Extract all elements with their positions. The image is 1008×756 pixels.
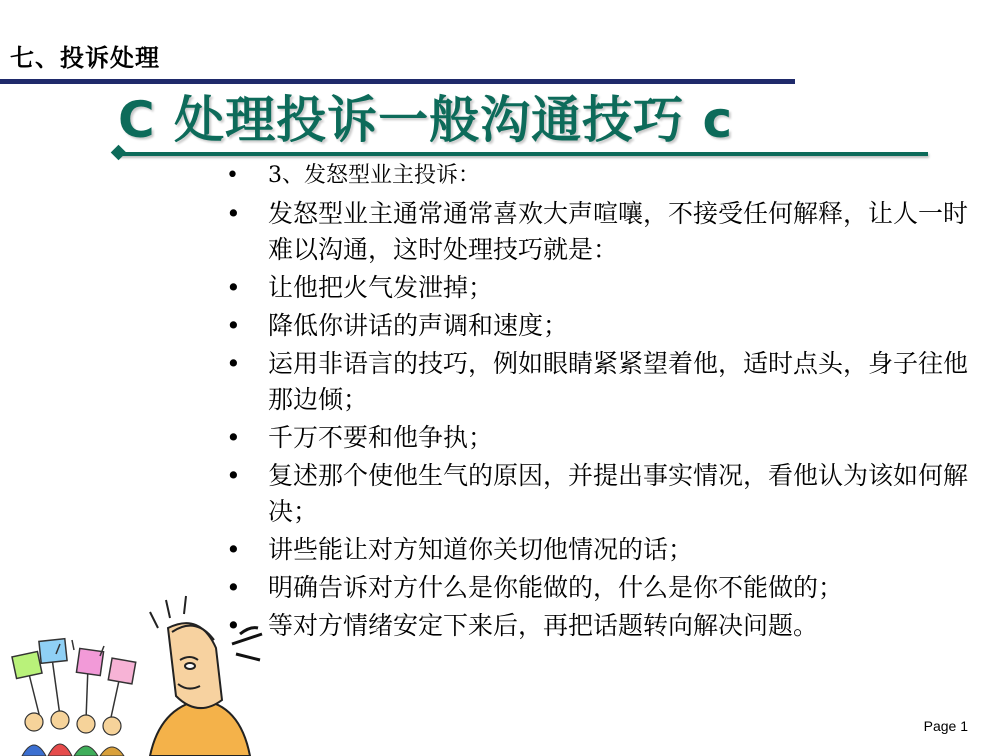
bullet-item: • 复述那个使他生气的原因，并提出事实情况，看他认为该如何解决； — [226, 458, 986, 530]
page-number: Page 1 — [923, 718, 968, 734]
bullet-dot-icon: • — [226, 423, 241, 452]
bullet-item: • 让他把火气发泄掉； — [226, 270, 986, 306]
bullet-dot-icon: • — [226, 611, 241, 640]
bullet-item: • 千万不要和他争执； — [226, 420, 986, 456]
bullet-dot-icon: • — [226, 163, 239, 188]
shouting-man-cartoon-icon — [0, 588, 270, 756]
bullet-dot-icon: • — [226, 461, 241, 490]
bullet-item: • 讲些能让对方知道你关切他情况的话； — [226, 532, 986, 568]
bullet-dot-icon: • — [226, 273, 241, 302]
bullet-dot-icon: • — [226, 311, 241, 340]
bullet-dot-icon: • — [226, 199, 241, 228]
section-heading: 七、投诉处理 — [10, 44, 160, 72]
bullet-dot-icon: • — [226, 349, 241, 378]
title-underline — [118, 152, 928, 156]
bullet-item: • 明确告诉对方什么是你能做的，什么是你不能做的； — [226, 570, 986, 606]
bullet-item: • 降低你讲话的声调和速度； — [226, 308, 986, 344]
bullet-list — [226, 158, 986, 646]
slide-title: C 处理投诉一般沟通技巧 c — [118, 91, 734, 149]
bullet-item: • 等对方情绪安定下来后，再把话题转向解决问题。 — [226, 608, 986, 644]
bullet-dot-icon: • — [226, 573, 241, 602]
bullet-item: • 3、发怒型业主投诉： — [226, 158, 986, 194]
bullet-dot-icon: • — [226, 535, 241, 564]
bullet-item: • 发怒型业主通常通常喜欢大声喧嚷，不接受任何解释，让人一时难以沟通，这时处理技巧就是： — [226, 196, 986, 268]
bullet-item: • 运用非语言的技巧，例如眼睛紧紧望着他，适时点头，身子往他那边倾； — [226, 346, 986, 418]
